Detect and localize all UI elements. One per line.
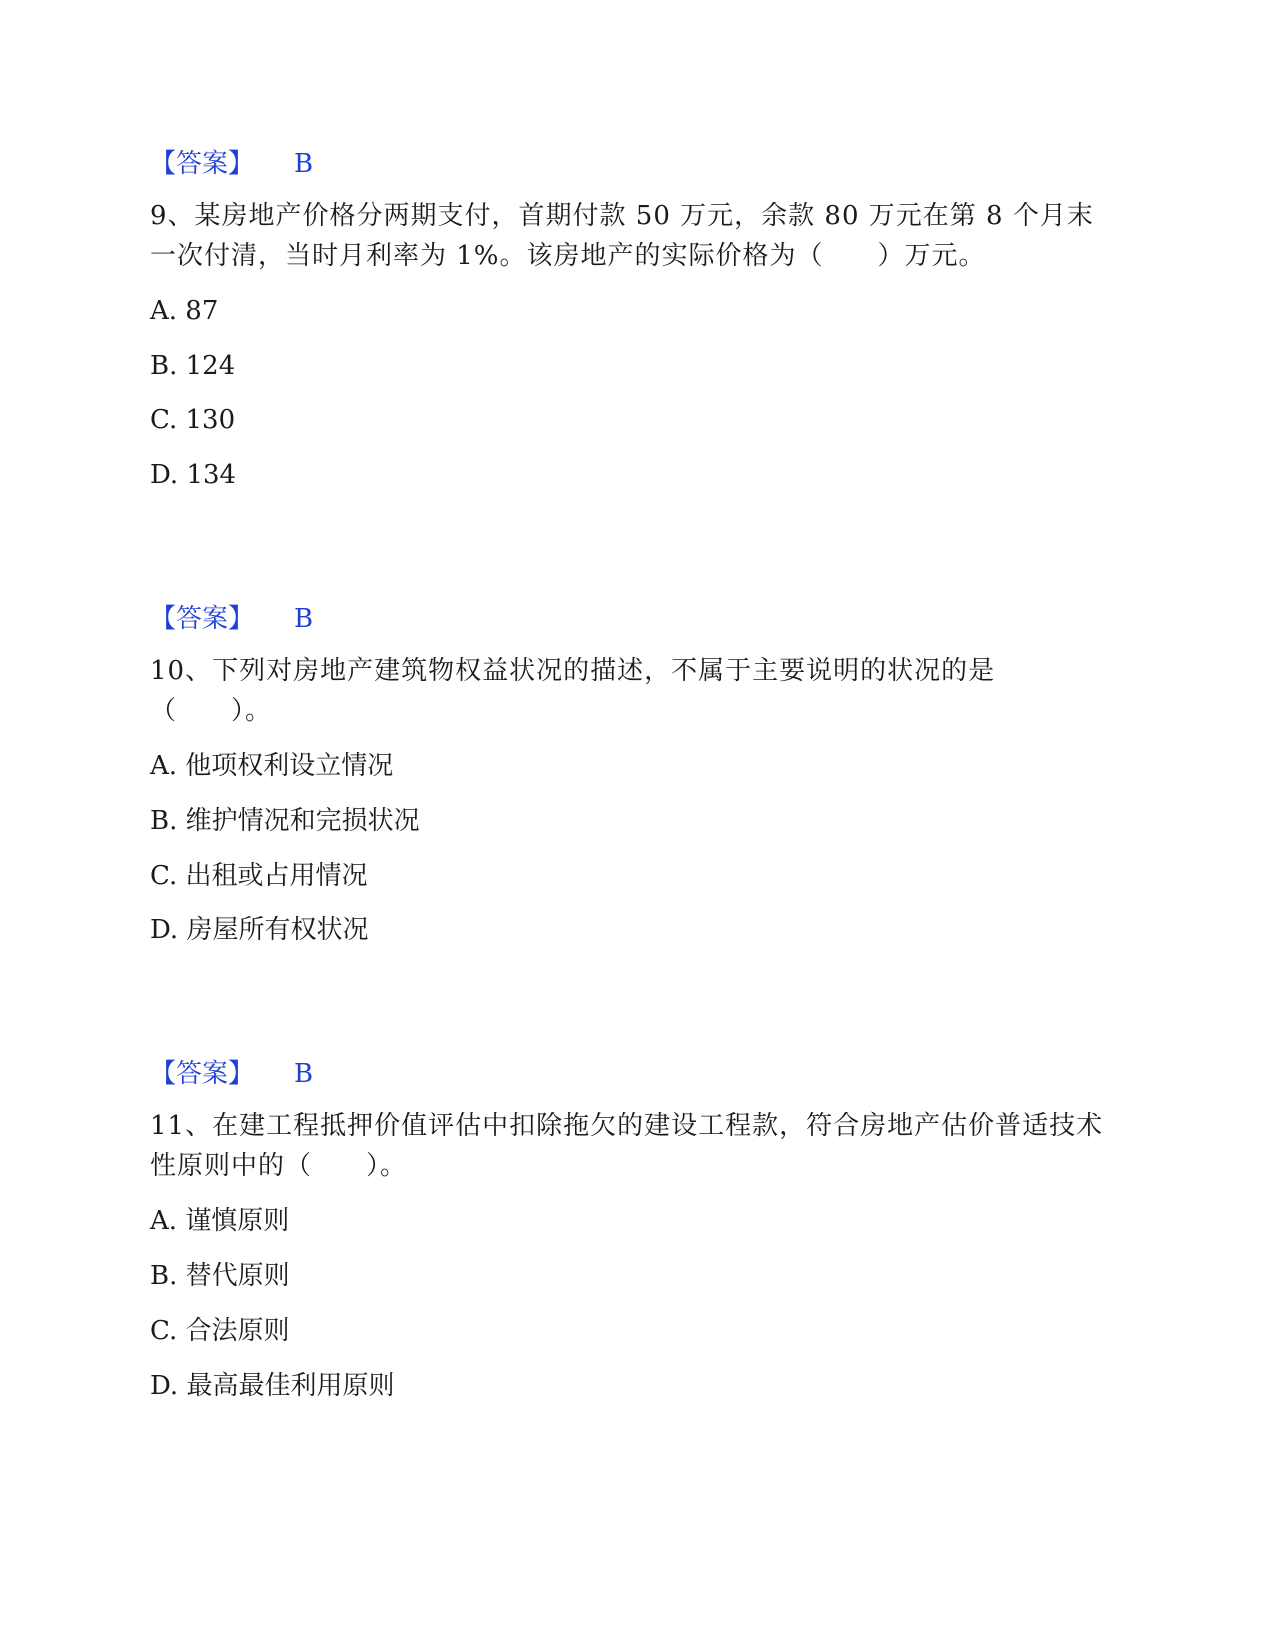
answer-line: [150, 1057, 313, 1091]
answer-line: [150, 602, 313, 636]
option-d: D. 134: [150, 460, 237, 490]
option-b: B. 维护情况和完损状况: [150, 806, 420, 836]
option-c: C. 合法原则: [150, 1316, 290, 1346]
option-c: C. 130: [150, 405, 236, 435]
option-a: A. 他项权利设立情况: [150, 751, 394, 781]
question-text: 10、下列对房地产建筑物权益状况的描述，不属于主要说明的状况的是（ ）。: [150, 656, 996, 726]
answer-label: 【答案】: [150, 1059, 255, 1089]
option-a: A. 87: [150, 296, 219, 326]
option-a: A. 谨慎原则: [150, 1206, 290, 1236]
answer-value: B: [294, 1059, 314, 1089]
option-b: B. 替代原则: [150, 1261, 290, 1291]
question-text: 11、在建工程抵押价值评估中扣除拖欠的建设工程款，符合房地产估价普适技术性原则中的（ ）。: [150, 1111, 1104, 1181]
answer-value: B: [294, 149, 314, 179]
option-c: C. 出租或占用情况: [150, 861, 368, 891]
answer-label: 【答案】: [150, 604, 255, 634]
question-text: 9、某房地产价格分两期支付，首期付款 50 万元，余款 80 万元在第 8 个月末一次付清，当时月利率为 1%。该房地产的实际价格为（ ）万元。: [150, 201, 1094, 271]
answer-value: B: [294, 604, 314, 634]
option-d: D. 房屋所有权状况: [150, 915, 369, 945]
answer-label: 【答案】: [150, 149, 255, 179]
option-d: D. 最高最佳利用原则: [150, 1371, 395, 1401]
option-b: B. 124: [150, 351, 236, 381]
answer-line: [150, 147, 313, 181]
